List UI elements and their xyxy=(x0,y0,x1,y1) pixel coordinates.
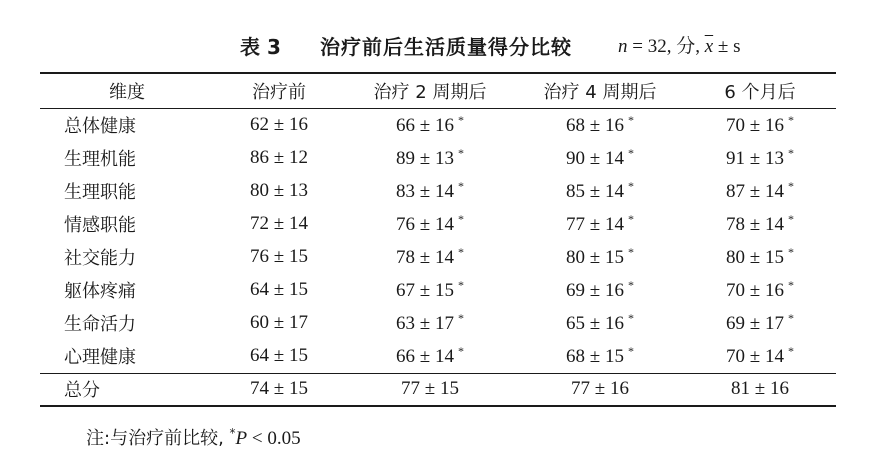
value-text: 67 ± 15 xyxy=(396,279,454,301)
value-cell xyxy=(214,306,344,339)
value-cell xyxy=(214,339,344,372)
significance-star: * xyxy=(627,343,634,358)
significance-star: * xyxy=(787,343,794,358)
dimension-cell: 总体健康 xyxy=(64,115,136,137)
bottom-rule xyxy=(40,405,836,407)
table-caption xyxy=(0,30,875,64)
value-cell xyxy=(684,141,836,174)
significance-star: * xyxy=(457,244,464,259)
value-cell xyxy=(684,174,836,207)
table-label: 表 3 xyxy=(240,35,281,59)
value-text: 64 ± 15 xyxy=(250,344,308,366)
value-text: 69 ± 17 xyxy=(726,312,784,334)
value-cell xyxy=(684,339,836,372)
value-text: 68 ± 15 xyxy=(566,345,624,367)
significance-star: * xyxy=(457,310,464,325)
dimension-cell: 总分 xyxy=(64,379,100,401)
significance-star: * xyxy=(627,145,634,160)
dimension-cell: 生理机能 xyxy=(64,148,136,170)
significance-star: * xyxy=(457,277,464,292)
table-row xyxy=(40,273,836,306)
value-text: 80 ± 15 xyxy=(566,246,624,268)
value-text: 80 ± 15 xyxy=(726,246,784,268)
value-cell xyxy=(344,372,516,405)
dimension-cell: 社交能力 xyxy=(64,247,136,269)
footnote-prefix: 注:与治疗前比较, xyxy=(86,428,230,449)
significance-star: * xyxy=(787,277,794,292)
significance-star: * xyxy=(787,178,794,193)
significance-star: * xyxy=(627,178,634,193)
value-cell xyxy=(516,273,684,306)
significance-star: * xyxy=(457,178,464,193)
value-text: 60 ± 17 xyxy=(250,311,308,333)
value-text: 90 ± 14 xyxy=(566,147,624,169)
header-row xyxy=(40,74,836,108)
value-text: 86 ± 12 xyxy=(250,146,308,168)
value-cell xyxy=(684,240,836,273)
table-row xyxy=(40,174,836,207)
dimension-cell: 生理职能 xyxy=(64,181,136,203)
value-text: 70 ± 16 xyxy=(726,279,784,301)
table-row xyxy=(40,207,836,240)
header-6-months: 6 个月后 xyxy=(724,82,796,103)
value-text: 87 ± 14 xyxy=(726,180,784,202)
footnote-p: P xyxy=(235,428,248,449)
value-text: 80 ± 13 xyxy=(250,179,308,201)
significance-star: * xyxy=(787,145,794,160)
table-body xyxy=(40,108,836,405)
significance-star: * xyxy=(627,112,634,127)
significance-star: * xyxy=(457,343,464,358)
table-statistics xyxy=(618,30,740,64)
value-cell xyxy=(684,273,836,306)
value-text: 64 ± 15 xyxy=(250,278,308,300)
footnote-threshold: < 0.05 xyxy=(247,428,301,449)
value-cell xyxy=(344,273,516,306)
value-text: 81 ± 16 xyxy=(731,377,789,399)
value-text: 83 ± 14 xyxy=(396,180,454,202)
value-text: 89 ± 13 xyxy=(396,147,454,169)
header-4-cycles: 治疗 4 周期后 xyxy=(543,82,657,103)
significance-star: * xyxy=(457,112,464,127)
significance-star: * xyxy=(627,244,634,259)
value-cell xyxy=(516,141,684,174)
table-row xyxy=(40,240,836,273)
value-text: 72 ± 14 xyxy=(250,212,308,234)
value-text: 91 ± 13 xyxy=(726,147,784,169)
table-title: 治疗前后生活质量得分比较 xyxy=(320,35,572,59)
value-text: 78 ± 14 xyxy=(726,213,784,235)
value-cell xyxy=(214,108,344,141)
value-cell xyxy=(214,207,344,240)
table-row xyxy=(40,339,836,372)
value-text: 77 ± 16 xyxy=(571,377,629,399)
sample-size-and-unit: = 32, 分, xyxy=(627,36,705,57)
table-footnote xyxy=(86,424,301,450)
dimension-cell: 心理健康 xyxy=(64,346,136,368)
value-cell xyxy=(344,339,516,372)
significance-star: * xyxy=(457,211,464,226)
value-cell xyxy=(516,306,684,339)
value-text: 69 ± 16 xyxy=(566,279,624,301)
significance-star: * xyxy=(457,145,464,160)
significance-star: * xyxy=(787,244,794,259)
value-text: 70 ± 14 xyxy=(726,345,784,367)
value-text: 66 ± 16 xyxy=(396,114,454,136)
value-text: 85 ± 14 xyxy=(566,180,624,202)
sample-size-symbol: n xyxy=(618,36,628,57)
significance-star: * xyxy=(787,112,794,127)
value-cell xyxy=(684,306,836,339)
value-text: 68 ± 16 xyxy=(566,114,624,136)
mean-symbol: $\overline{x}$ xyxy=(704,36,714,57)
value-cell xyxy=(344,174,516,207)
value-cell xyxy=(684,372,836,405)
value-cell xyxy=(214,141,344,174)
value-cell xyxy=(684,207,836,240)
value-cell xyxy=(214,273,344,306)
value-text: 66 ± 14 xyxy=(396,345,454,367)
header-2-cycles: 治疗 2 周期后 xyxy=(373,82,487,103)
value-text: 70 ± 16 xyxy=(726,114,784,136)
table-row xyxy=(40,141,836,174)
value-text: 77 ± 15 xyxy=(401,377,459,399)
sd-symbol: ± s xyxy=(713,36,741,57)
value-cell xyxy=(516,174,684,207)
value-text: 76 ± 14 xyxy=(396,213,454,235)
header-before: 治疗前 xyxy=(252,82,306,103)
value-cell xyxy=(516,108,684,141)
significance-star: * xyxy=(627,277,634,292)
value-cell xyxy=(344,207,516,240)
table-row xyxy=(40,108,836,141)
header-dimension: 维度 xyxy=(109,82,145,103)
total-row xyxy=(40,372,836,405)
value-cell xyxy=(344,306,516,339)
value-cell xyxy=(344,240,516,273)
quality-of-life-table xyxy=(40,74,836,405)
significance-star: * xyxy=(627,310,634,325)
significance-star: * xyxy=(787,310,794,325)
value-cell xyxy=(516,240,684,273)
value-cell xyxy=(214,174,344,207)
value-cell xyxy=(214,240,344,273)
value-cell xyxy=(516,339,684,372)
value-text: 77 ± 14 xyxy=(566,213,624,235)
value-cell xyxy=(214,372,344,405)
value-cell xyxy=(516,207,684,240)
value-text: 78 ± 14 xyxy=(396,246,454,268)
value-text: 76 ± 15 xyxy=(250,245,308,267)
value-cell xyxy=(684,108,836,141)
value-text: 74 ± 15 xyxy=(250,377,308,399)
value-cell xyxy=(344,108,516,141)
dimension-cell: 情感职能 xyxy=(64,214,136,236)
value-cell xyxy=(516,372,684,405)
table-row xyxy=(40,306,836,339)
significance-star: * xyxy=(627,211,634,226)
value-text: 62 ± 16 xyxy=(250,113,308,135)
value-text: 65 ± 16 xyxy=(566,312,624,334)
footnote-star: * xyxy=(229,426,236,440)
value-text: 63 ± 17 xyxy=(396,312,454,334)
dimension-cell: 生命活力 xyxy=(64,313,136,335)
value-cell xyxy=(344,141,516,174)
significance-star: * xyxy=(787,211,794,226)
dimension-cell: 躯体疼痛 xyxy=(64,280,136,302)
